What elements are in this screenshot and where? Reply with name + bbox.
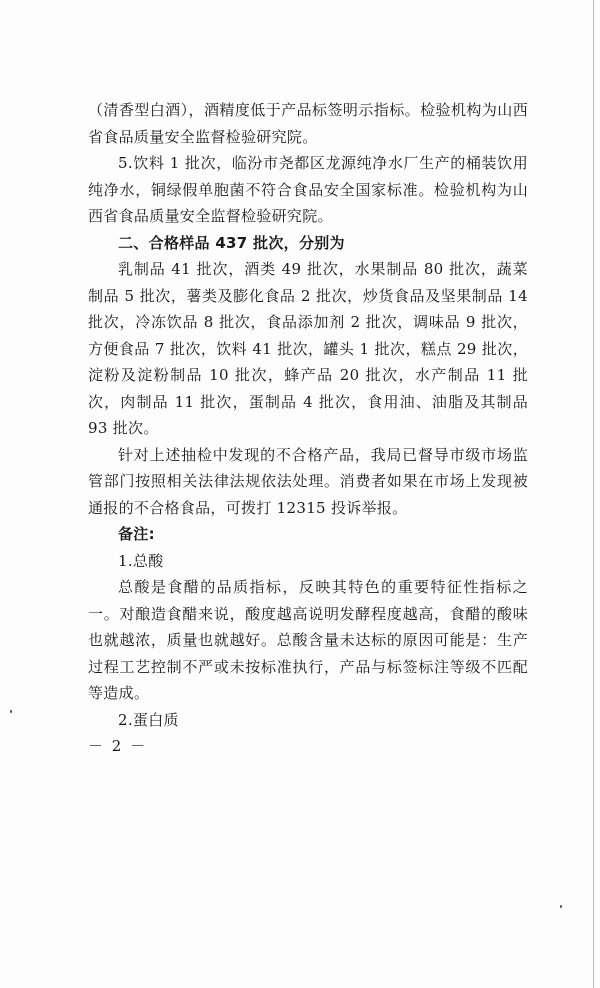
paragraph-liquor-continuation: （清香型白酒），酒精度低于产品标签明示指标。检验机构为山西省食品质量安全监督检验研究院。 bbox=[88, 101, 528, 146]
paragraph-handling: 针对上述抽检中发现的不合格产品，我局已督导市级市场监管部门按照相关法律法规依法处理。消费者如果在市场上发现被通报的不合格食品，可拨打 12315 投诉举报。 bbox=[88, 445, 528, 517]
section-heading-qualified: 二、合格样品 437 批次，分别为 bbox=[118, 233, 345, 252]
note-2-title: 2.蛋白质 bbox=[118, 710, 179, 729]
scan-speck bbox=[560, 905, 562, 908]
paragraph-beverage-item: 5.饮料 1 批次，临汾市尧都区龙源纯净水厂生产的桶装饮用纯净水，铜绿假单胞菌不符合食品安全国家标准。检验机构为山西省食品质量安全监督检验研究院。 bbox=[88, 154, 528, 225]
paragraph-qualified-list: 乳制品 41 批次，酒类 49 批次，水果制品 80 批次，蔬菜制品 5 批次，薯类及膨化食品 2 批次，炒货食品及坚果制品 14 批次，冷冻饮品 8 批次，食品添加剂 2 批次，调味品 9 批次，方便食品 7 批次，饮料 41 批次，罐头 1 批次，糕点 29 批次，淀粉及淀粉制品 10 批次，蜂产品 20 批次，水产制品 11 批次，肉制品 11 批次，蛋制品 4 批次，食用油、油脂及其制品 93 批次。 bbox=[88, 260, 528, 437]
note-1-title: 1.总酸 bbox=[118, 551, 164, 570]
page-number: － 2 － bbox=[88, 737, 148, 755]
note-1-body: 总酸是食醋的品质指标，反映其特色的重要特征性指标之一。对酿造食醋来说，酸度越高说明发酵程度越高，食醋的酸味也就越浓，质量也就越好。总酸含量未达标的原因可能是：生产过程工艺控制不严或未按标准执行，产品与标签标注等级不匹配等造成。 bbox=[88, 578, 528, 702]
notes-heading: 备注: bbox=[118, 525, 155, 543]
scan-speck bbox=[10, 710, 12, 713]
document-body bbox=[88, 97, 528, 733]
scan-edge-line bbox=[593, 0, 594, 988]
